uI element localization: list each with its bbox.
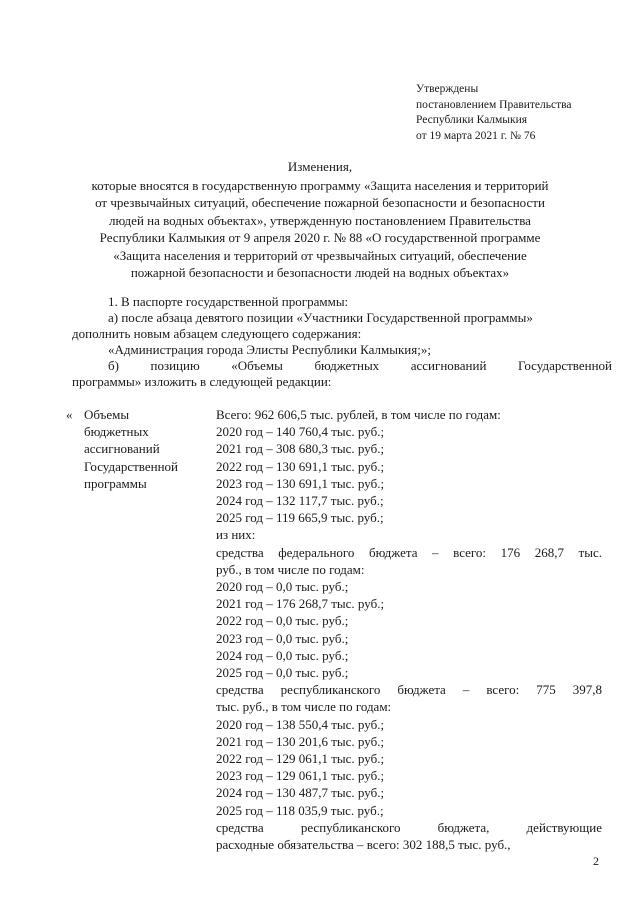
budget-line: 2021 год – 308 680,3 тыс. руб.; bbox=[216, 441, 385, 457]
budget-line: 2022 год – 130 691,1 тыс. руб.; bbox=[216, 458, 385, 474]
approval-line: Республики Калмыкия bbox=[416, 114, 528, 126]
title-line: Республики Калмыкия от 9 апреля 2020 г. № 88 «О государственной программе bbox=[99, 230, 541, 245]
paragraph-1: 1. В паспорте государственной программы: bbox=[108, 294, 349, 309]
budget-line: 2020 год – 140 760,4 тыс. руб.; bbox=[216, 424, 385, 440]
budget-line: из них: bbox=[216, 527, 256, 543]
body-text bbox=[72, 294, 612, 390]
budget-line: 2023 год – 0,0 тыс. руб.; bbox=[216, 630, 349, 646]
budget-line: средства республиканского бюджета – всего: 775 397,8 bbox=[216, 682, 602, 698]
budget-line: 2022 год – 0,0 тыс. руб.; bbox=[216, 613, 349, 629]
budget-line: 2020 год – 138 550,4 тыс. руб.; bbox=[216, 716, 385, 732]
budget-line: расходные обязательства – всего: 302 188,5 тыс. руб., bbox=[216, 837, 511, 853]
approval-block bbox=[416, 82, 572, 144]
paragraph-2-line-1: а) после абзаца девятого позиции «Участники Государственной программы» bbox=[108, 310, 533, 325]
budget-line: 2021 год – 176 268,7 тыс. руб.; bbox=[216, 596, 385, 612]
budget-line: 2021 год – 130 201,6 тыс. руб.; bbox=[216, 733, 385, 749]
title-line: пожарной безопасности и безопасности людей на водных объектах» bbox=[130, 265, 510, 280]
opening-quote: « bbox=[66, 407, 73, 422]
budget-line: 2024 год – 132 117,7 тыс. руб.; bbox=[216, 493, 384, 509]
left-cell-line: программы bbox=[84, 475, 147, 491]
budget-line: руб., в том числе по годам: bbox=[216, 561, 365, 577]
table-right-column bbox=[216, 406, 602, 853]
approval-line: Утверждены bbox=[416, 83, 479, 95]
budget-line: средства республиканского бюджета, действующие bbox=[216, 819, 602, 835]
title-line: которые вносятся в государственную программу «Защита населения и территорий bbox=[91, 177, 549, 193]
paragraph-4-line-2: программы» изложить в следующей редакции: bbox=[72, 374, 332, 389]
budget-line: 2025 год – 118 035,9 тыс. руб.; bbox=[216, 802, 384, 818]
paragraph-4-line-1: б) позицию «Объемы бюджетных ассигнований Государственной bbox=[108, 358, 612, 373]
left-cell-line: ассигнований bbox=[84, 441, 160, 457]
budget-line: тыс. руб., в том числе по годам: bbox=[216, 699, 392, 715]
title-heading: Изменения, bbox=[287, 159, 353, 174]
budget-line: 2022 год – 129 061,1 тыс. руб.; bbox=[216, 751, 385, 767]
paragraph-2-line-2: дополнить новым абзацем следующего содержания: bbox=[72, 326, 362, 341]
left-cell-line: Государственной bbox=[84, 458, 179, 474]
budget-line: 2023 год – 129 061,1 тыс. руб.; bbox=[216, 768, 385, 784]
approval-line: постановлением Правительства bbox=[416, 98, 572, 111]
budget-line: средства федерального бюджета – всего: 176 268,7 тыс. bbox=[216, 544, 602, 560]
approval-line: от 19 марта 2021 г. № 76 bbox=[416, 129, 536, 142]
page-number: 2 bbox=[593, 854, 599, 868]
budget-line: 2024 год – 130 487,7 тыс. руб.; bbox=[216, 785, 385, 801]
title-line: людей на водных объектах», утвержденную постановлением Правительства bbox=[109, 212, 531, 228]
paragraph-3: «Администрация города Элисты Республики Калмыкия;»; bbox=[108, 342, 431, 357]
document-title bbox=[40, 158, 600, 282]
title-line: «Защита населения и территорий от чрезвычайных ситуаций, обеспечение bbox=[113, 247, 527, 263]
budget-line: Всего: 962 606,5 тыс. рублей, в том числе по годам: bbox=[216, 407, 501, 422]
left-cell-line: Объемы bbox=[84, 407, 130, 422]
title-line: от чрезвычайных ситуаций, обеспечение пожарной безопасности и безопасности bbox=[95, 195, 545, 210]
budget-line: 2020 год – 0,0 тыс. руб.; bbox=[216, 579, 349, 595]
budget-line: 2024 год – 0,0 тыс. руб.; bbox=[216, 647, 349, 663]
budget-line: 2025 год – 119 665,9 тыс. руб.; bbox=[216, 510, 384, 526]
budget-line: 2023 год – 130 691,1 тыс. руб.; bbox=[216, 475, 385, 491]
budget-line: 2025 год – 0,0 тыс. руб.; bbox=[216, 665, 349, 681]
left-cell-line: бюджетных bbox=[84, 424, 149, 440]
